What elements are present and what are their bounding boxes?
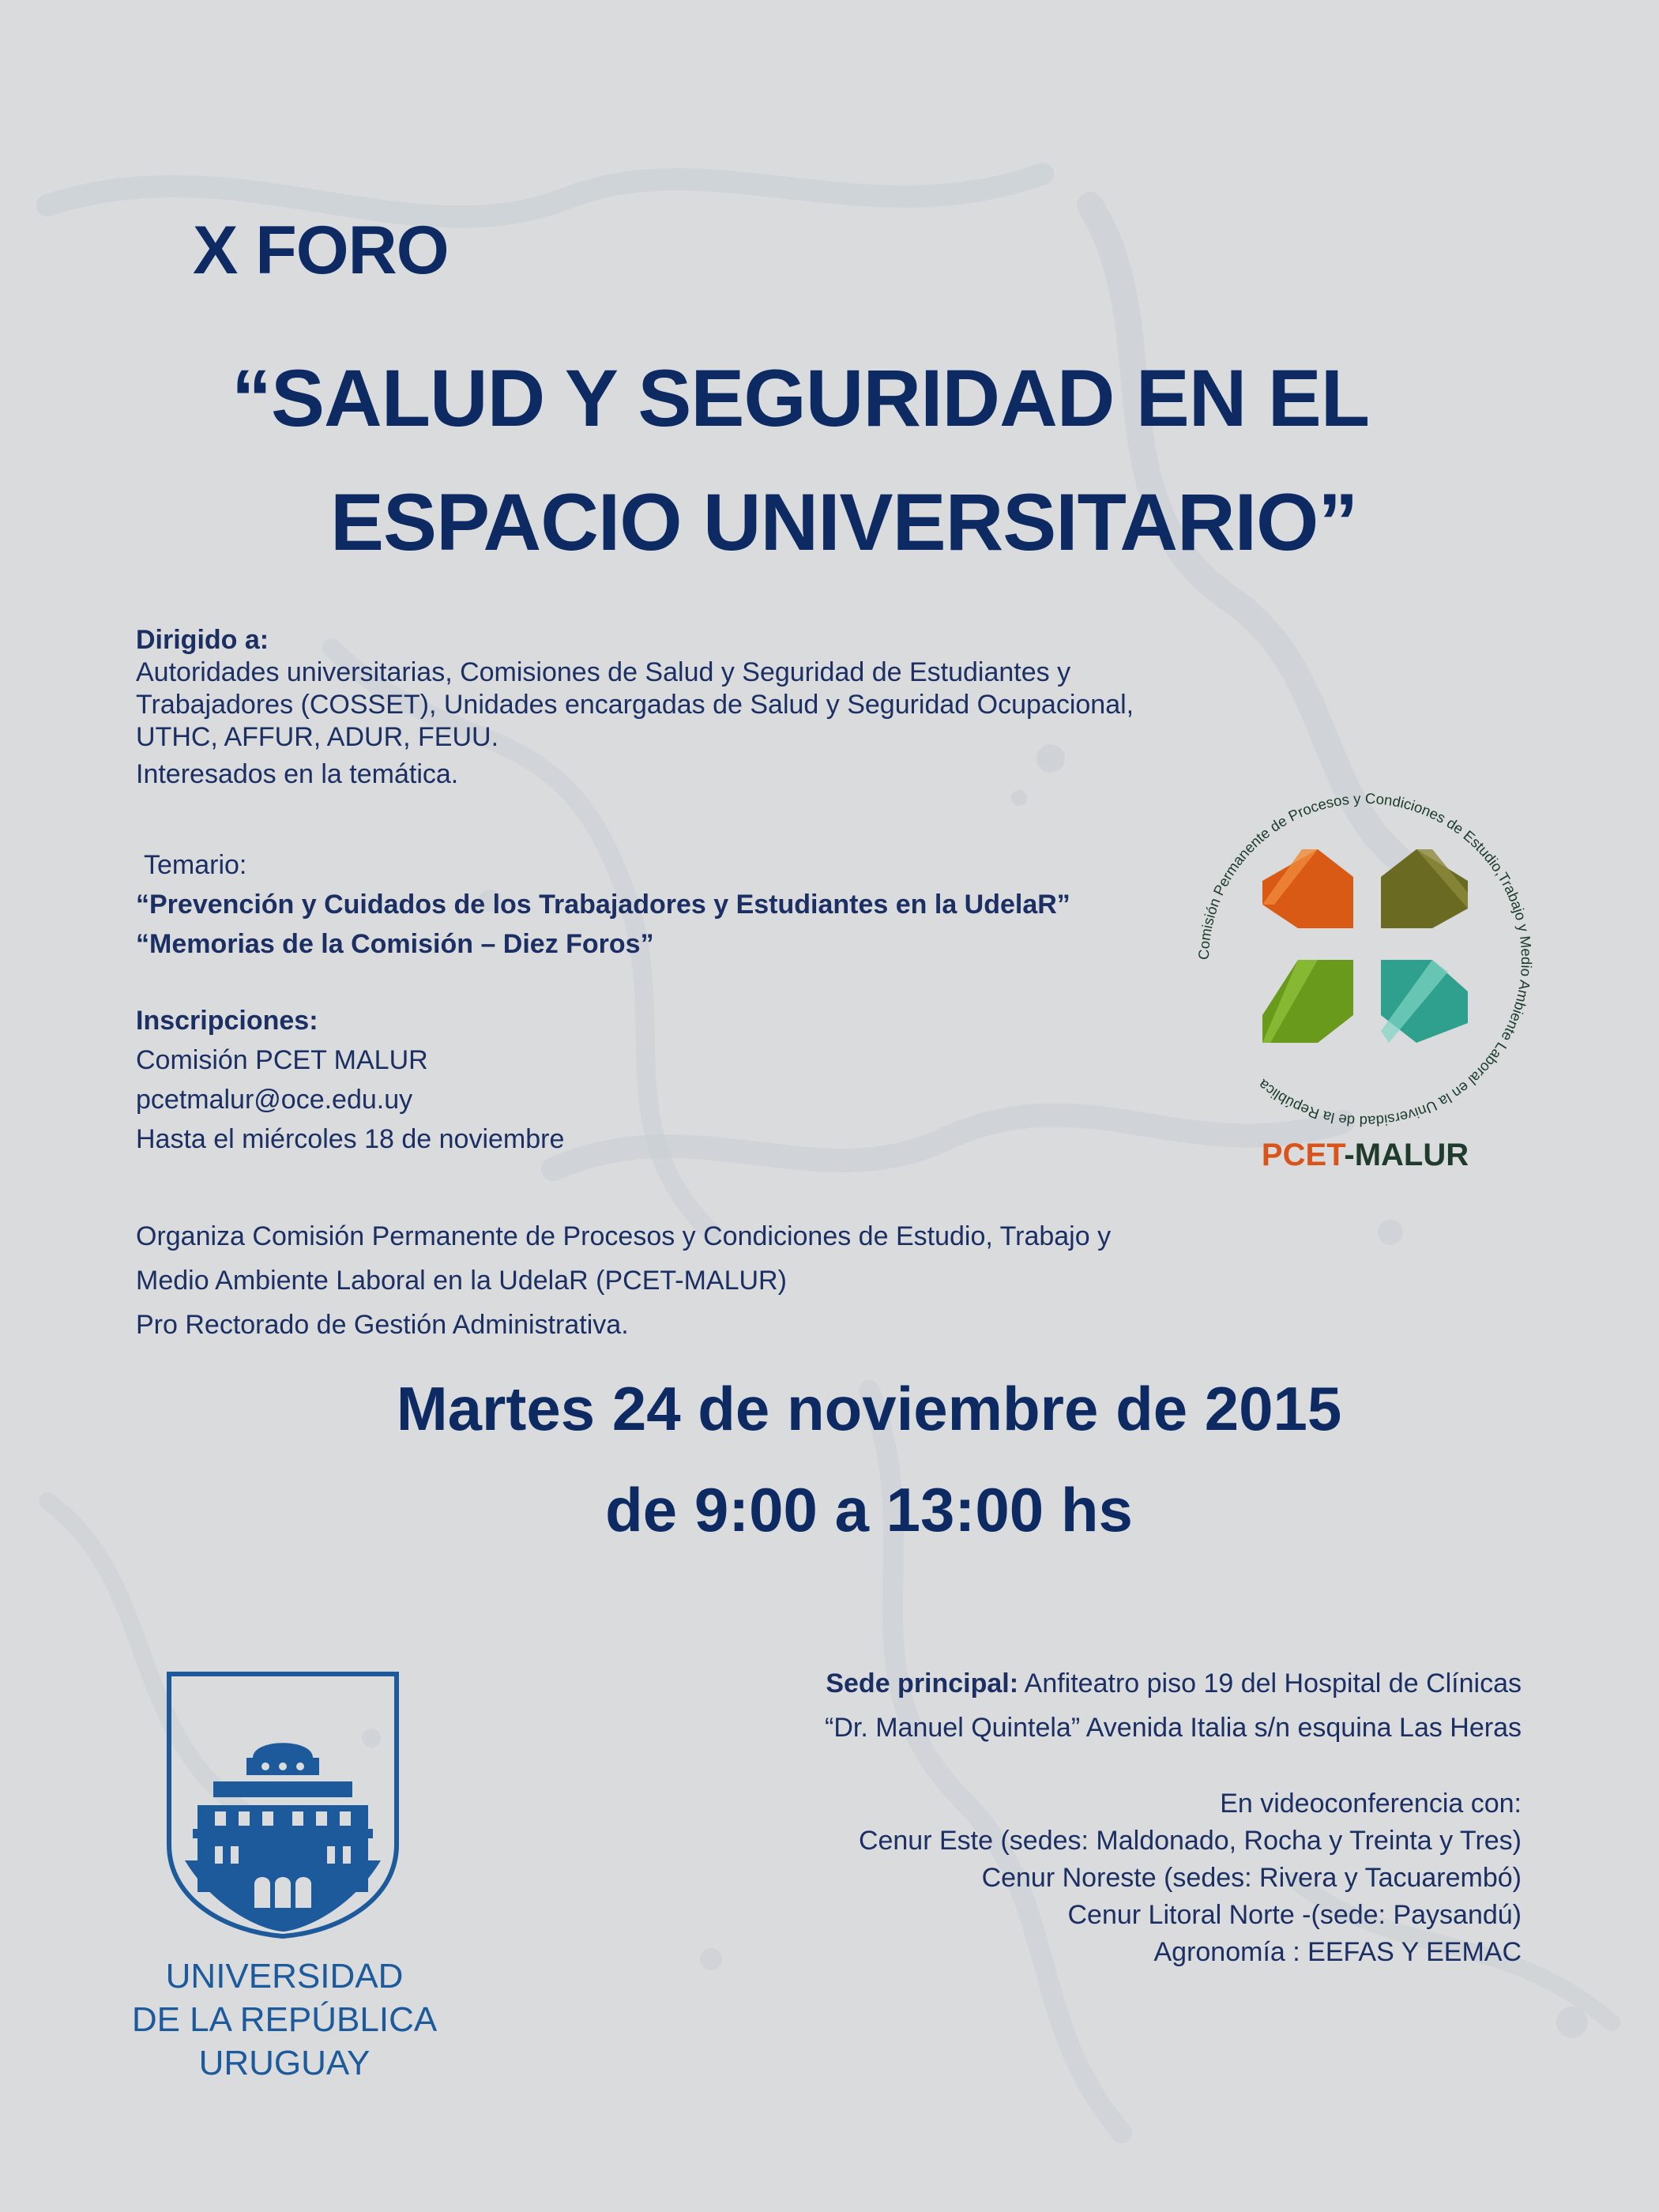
inscripciones-section — [136, 1001, 926, 1159]
videoconferencia-heading: En videoconferencia con: — [1220, 1789, 1522, 1819]
sede-line-1: Anfiteatro piso 19 del Hospital de Clínicas — [1018, 1668, 1522, 1698]
videoconferencia-item: Agronomía : EEFAS Y EEMAC — [1153, 1937, 1522, 1967]
temario-item: “Prevención y Cuidados de los Trabajadores y Estudiantes en la UdelaR” — [136, 890, 1070, 920]
organiza-line: Medio Ambiente Laboral en la UdelaR (PCET-MALUR) — [136, 1266, 787, 1296]
dirigido-line: Autoridades universitarias, Comisiones de Salud y Seguridad de Estudiantes y — [136, 657, 1071, 687]
forum-number: X FORO — [193, 213, 449, 288]
pcet-tile-teal — [1381, 960, 1468, 1043]
dirigido-heading: Dirigido a: — [136, 625, 269, 655]
videoconferencia-section — [859, 1785, 1522, 1971]
videoconferencia-item: Cenur Litoral Norte -(sede: Paysandú) — [1067, 1900, 1522, 1930]
dirigido-line: UTHC, AFFUR, ADUR, FEUU. — [136, 722, 499, 752]
organiza-line: Pro Rectorado de Gestión Administrativa. — [136, 1310, 629, 1340]
sede-section — [825, 1661, 1522, 1750]
udelar-name — [95, 1954, 474, 2085]
title-line-2: ESPACIO UNIVERSITARIO” — [330, 477, 1358, 567]
dirigido-section — [136, 624, 1242, 791]
inscripciones-heading: Inscripciones: — [136, 1006, 318, 1036]
sede-line-2: “Dr. Manuel Quintela” Avenida Italia s/n esquina Las Heras — [825, 1713, 1522, 1743]
udelar-line-3: URUGUAY — [198, 2044, 371, 2082]
dirigido-extra: Interesados en la temática. — [136, 759, 459, 789]
inscripciones-deadline: Hasta el miércoles 18 de noviembre — [136, 1124, 565, 1154]
sede-label: Sede principal: — [826, 1668, 1019, 1698]
inscripciones-email: pcetmalur@oce.edu.uy — [136, 1085, 413, 1115]
pcet-ring-text: Comisión Permanente de Procesos y Condiciones de Estudio,Trabajo y Medio Ambiente Laboral en la Universidad de la República — [1194, 789, 1536, 1130]
organiza-section — [136, 1214, 1273, 1347]
pcet-tile-orange — [1262, 849, 1353, 928]
pcet-malur-label: PCET-MALUR — [1261, 1138, 1469, 1172]
organiza-line: Organiza Comisión Permanente de Procesos y Condiciones de Estudio, Trabajo y — [136, 1221, 1112, 1251]
temario-heading: Temario: — [144, 850, 247, 880]
pcet-malur-logo — [1191, 786, 1539, 1134]
udelar-line-1: UNIVERSIDAD — [165, 1957, 404, 1996]
event-date: Martes 24 de noviembre de 2015 — [396, 1374, 1342, 1443]
videoconferencia-item: Cenur Noreste (sedes: Rivera y Tacuarembó) — [981, 1863, 1522, 1893]
dirigido-line: Trabajadores (COSSET), Unidades encargadas de Salud y Seguridad Ocupacional, — [136, 690, 1134, 720]
udelar-line-2: DE LA REPÚBLICA — [131, 2000, 438, 2039]
udelar-shield-logo — [166, 1671, 400, 1939]
videoconferencia-item: Cenur Este (sedes: Maldonado, Rocha y Treinta y Tres) — [858, 1826, 1522, 1856]
pcet-tile-green — [1262, 960, 1353, 1043]
inscripciones-line: Comisión PCET MALUR — [136, 1045, 428, 1075]
title-line-1: “SALUD Y SEGURIDAD EN EL — [231, 353, 1370, 443]
event-time: de 9:00 a 13:00 hs — [605, 1475, 1133, 1544]
temario-section — [136, 845, 1242, 964]
pcet-tile-olive — [1381, 849, 1468, 928]
temario-item: “Memorias de la Comisión – Diez Foros” — [136, 929, 654, 959]
